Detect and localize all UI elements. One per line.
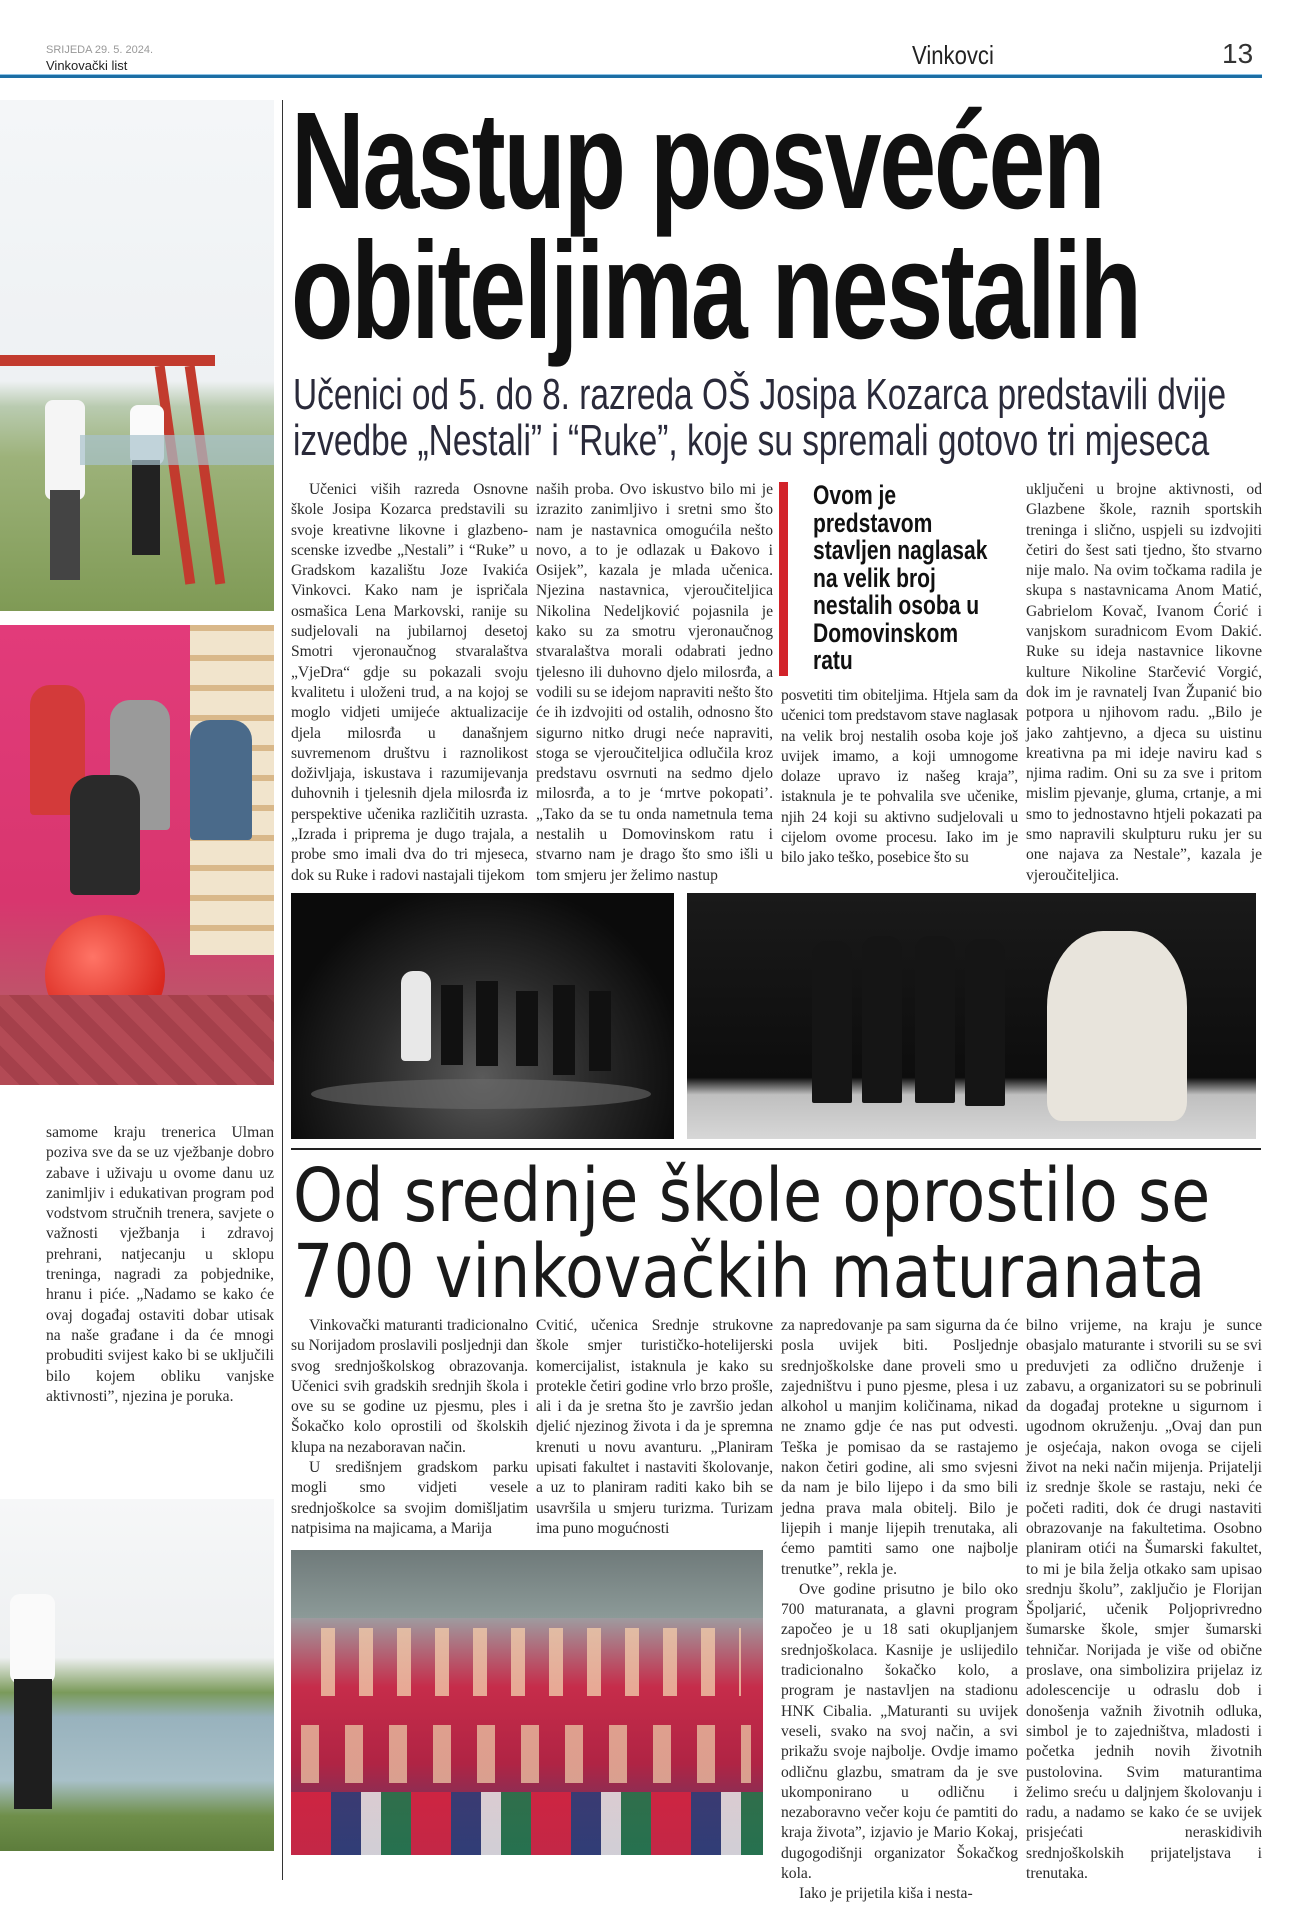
photo-gym-trainers: [0, 625, 274, 1085]
photo-stage-performance: [291, 893, 674, 1139]
photo-graduates-crowd: [291, 1550, 763, 1855]
headline-line: obiteljima nestalih: [291, 214, 1140, 368]
section-name: Vinkovci: [912, 40, 994, 70]
paragraph: uključeni u brojne aktivnosti, od Glazbene škole, raznih sportskih treninga i slično, uspjeli su izdvojiti četiri do šest sati tjedno, što stvarno nije malo. Na ovim točkama radila je skupa s nastavnicama Anom Matić, Gabrielom Kovač, Ivanom Ćorić i vanjskom suradnicom Evom Dakić. Ruke su ideja nastavnice likovne kulture Nikoline Starčević Vorgić, dok im je ravnatelj Ivan Županić bio potpora u njihovom radu. „Bilo je jako zahtjevno, a djeca su uistinu kreativna pa mi ideje naviru kad s njima radim. Oni su za sve i pritom mislim pjevanje, gluma, crtanje, a mi smo to jednostavno htjeli pokazati pa smo napravili skulpturu ruku jer su one najava za Nestale”, kazala je vjeroučiteljica.: [1026, 481, 1262, 884]
left-column-text: [46, 1123, 274, 1407]
paragraph: Učenici viših razreda Osnovne škole Josipa Kozarca predstavili su svoje kreativne likovne i glazbeno-scenske izvedbe „Nestali” i “Ruke” u Gradskom kazalištu Joze Ivakića Vinkovci. Kako nam je ispričala osmašica Lena Markovski, ranije su sudjelovali na jubilarnoj desetoj Smotri vjeronaučnog stvaralaštva „VjeDra“ gdje su pokazali svoju kvalitetu i uloženi trud, a na kojoj se moglo vidjeti umijeće aktualizacije djela milosrđa u današnjem suvremenom društvu i raznolikost doživljaja, iskustava i razumijevanja duhovnih i tjelesnih djela milosrđa iz perspektive učenika različitih uzrasta. „Izrada i priprema je dugo trajala, a probe smo imali dva do tri mjeseca, dok su Ruke i radovi nastajali tijekom: [291, 481, 528, 884]
article1-column-3: [781, 686, 1018, 869]
photo-outdoor-jump: [0, 1499, 274, 1851]
subtitle-line: Učenici od 5. do 8. razreda OŠ Josipa Kozarca predstavili dvije: [293, 370, 1227, 419]
pull-quote-bar: [779, 482, 788, 676]
header-rule: [0, 74, 1262, 78]
newspaper-name: Vinkovački list: [46, 58, 128, 73]
photo-hands-sculpture: [687, 893, 1256, 1139]
paragraph: Iako je prijetila kiša i nesta-: [799, 1885, 973, 1903]
article2-column-1: [291, 1316, 528, 1539]
article1-subtitle: [293, 372, 1226, 464]
paragraph: za napredovanje pa sam sigurna da će posla uvijek biti. Posljednje srednjoškolske dane proveli smo u zajedništvu i puno pjesme, plesa i uz alkohol u manjim količinama, nikad ne znamo gdje će nas put odvesti. Teška je pomisao da se rastajemo nakon četiri godine, ali smo svjesni da nam je bilo lijepo i da smo bili jedna prava mala obitelj. Bilo je lijepih i manje lijepih trenutaka, ali ćemo pamtiti samo one najbolje trenutke”, rekla je.: [781, 1317, 1018, 1578]
headline-line: Nastup posvećen: [291, 84, 1104, 238]
headline-line: Od srednje škole oprostilo se: [293, 1153, 1211, 1239]
article2-headline: [293, 1153, 1211, 1315]
paragraph: samome kraju trenerica Ulman poziva sve da se uz vježbanje dobro zabave i uživaju u ovome danu uz zanimljiv i edukativan program pod vodstvom stručnih trenera, savjete o važnosti vježbanja i zdravoj prehrani, natjecanju u sklopu treninga, nagradi za pobjednike, hranu i piće. „Nadamo se kako će ovaj događaj ostaviti dobar utisak na naše građane i da će mnogi probuditi svijest kako bi se uključili bilo kojem obliku vanjske aktivnosti”, njezina je poruka.: [46, 1124, 274, 1405]
paragraph: Ove godine prisutno je bilo oko 700 maturanata, a glavni program započeo je u 18 sati okupljanjem srednjoškolaca. Kasnije je uslijedilo tradicionalno šokačko kolo, a program je nastavljen na stadionu HNK Cibalia. „Maturanti su uvijek veseli, svako na svoj način, a svi prikažu svoje najbolje. Ovdje imamo odličnu glazbu, smatram da je sve ukomponirano u odličnu i nezaboravno večer koju će pamtiti do kraja života”, izjavio je Mario Kokaj, dugogodišnji organizator Šokačkog kola.: [781, 1580, 1018, 1883]
article1-column-2: [536, 480, 773, 886]
article2-column-3: [781, 1316, 1018, 1905]
issue-date: SRIJEDA 29. 5. 2024.: [46, 44, 154, 56]
article1-column-1: [291, 480, 528, 886]
photo-outdoor-exercise: [0, 100, 274, 611]
column-divider: [282, 100, 283, 1880]
article2-column-2: [536, 1316, 773, 1539]
page-number: 13: [1222, 38, 1254, 69]
paragraph: posvetiti tim obiteljima. Htjela sam da učenici tom predstavom stave naglasak na velik broj nestalih osoba koje još uvijek imamo, a koji umnogome dolaze upravo iz našeg kraja”, istaknula je te pohvalila sve učenike, njih 24 koji su aktivno sudjelovali u cijelom ovome procesu. Iako im je bilo jako teško, posebice što su: [781, 687, 1018, 867]
paragraph: bilno vrijeme, na kraju je sunce obasjalo maturante i stvorili su se svi preduvjeti za odlično druženje i zabavu, a organizatori su se pobrinuli da događaj protekne u sigurnom i ugodnom okruženju. „Ovaj dan pun je osjećaja, nakon ovoga se cijeli život na neki način mijenja. Prijatelji iz srednje škole se rastaju, neki će početi raditi, dok će drugi nastaviti obrazovanje na fakultetima. Osobno planiram otići na Šumarski fakultet, to mi je bila želja otkako sam upisao srednju školu”, zaključio je Florijan Špoljarić, učenik Poljoprivredno šumarske škole, smjer šumarski tehničar. Norijada je više od obične proslave, ona simbolizira prijelaz iz adolescencije u odraslu dob i donošenja važnih životnih odluka, simbol je to zajedništva, mladosti i početka jednih novih životnih pustolovina. Svim maturantima želimo sreću u daljnjem školovanju i radu, a nadamo se kako će se uvijek prisjećati neraskidivih srednjoškolskih prijateljstava i trenutaka.: [1026, 1317, 1262, 1883]
paragraph: Vinkovački maturanti tradicionalno su Norijadom proslavili posljednji dan svog srednjoškolskog obrazovanja. Učenici svih gradskih srednjih škola i ove su se godine uz pjesmu, ples i Šokačko kolo oprostili od školskih klupa na nezaboravan način.: [291, 1317, 528, 1456]
paragraph: naših proba. Ovo iskustvo bilo mi je izrazito zanimljivo i sretni smo što nam je nastavnica omogućila nešto novo, a to je odlazak u Đakovo i Osijek”, kazala je mlada učenica. Njezina nastavnica, vjeroučiteljica Nikolina Nedeljković pojasnila je kako su za smotru vjeronaučnog stvaralaštva morali odabrati jedno tjelesno ili duhovno djelo milosrđa, a vodili su se idejom napraviti nešto što će ih izdvojiti od ostalih, odnosno što sigurno nitko drugi neće napraviti, stoga se vjeroučiteljica odlučila kroz predstavu osvrnuti na sedmo djelo milosrđa, a to je ‘mrtve pokopati’. „Tako da se tu onda nametnula tema nestalih u Domovinskom ratu i stvarno nam je drago što smo išli u tom smjeru jer želimo nastup: [536, 481, 773, 884]
pull-quote-text: Ovom je predstavom stavljen naglasak na velik broj nestalih osoba u Domovinskom ratu: [813, 480, 988, 675]
article-divider: [291, 1148, 1261, 1150]
pull-quote: [779, 482, 1019, 678]
article1-headline: [291, 84, 1140, 368]
paragraph: U središnjem gradskom parku mogli smo vidjeti vesele srednjoškolce sa svojim domišljatim natpisima na majicama, a Marija: [291, 1459, 528, 1537]
article2-column-4: [1026, 1316, 1262, 1884]
headline-line: 700 vinkovačkih maturanata: [293, 1229, 1206, 1315]
article1-column-4: [1026, 480, 1262, 886]
paragraph: Cvitić, učenica Srednje strukovne škole smjer turističko-hotelijerski komercijalist, istaknula je kako su protekle četiri godine vrlo brzo prošle, ali i da je sretna što je završio jedan djelić njezinog života i da je spremna krenuti u novu avanturu. „Planiram upisati fakultet i nastaviti školovanje, a uz to planiram raditi kako bih se usavršila u smjeru turizma. Turizam ima puno mogućnosti: [536, 1317, 773, 1537]
subtitle-line: izvedbe „Nestali” i “Ruke”, koje su spremali gotovo tri mjeseca: [293, 416, 1210, 465]
